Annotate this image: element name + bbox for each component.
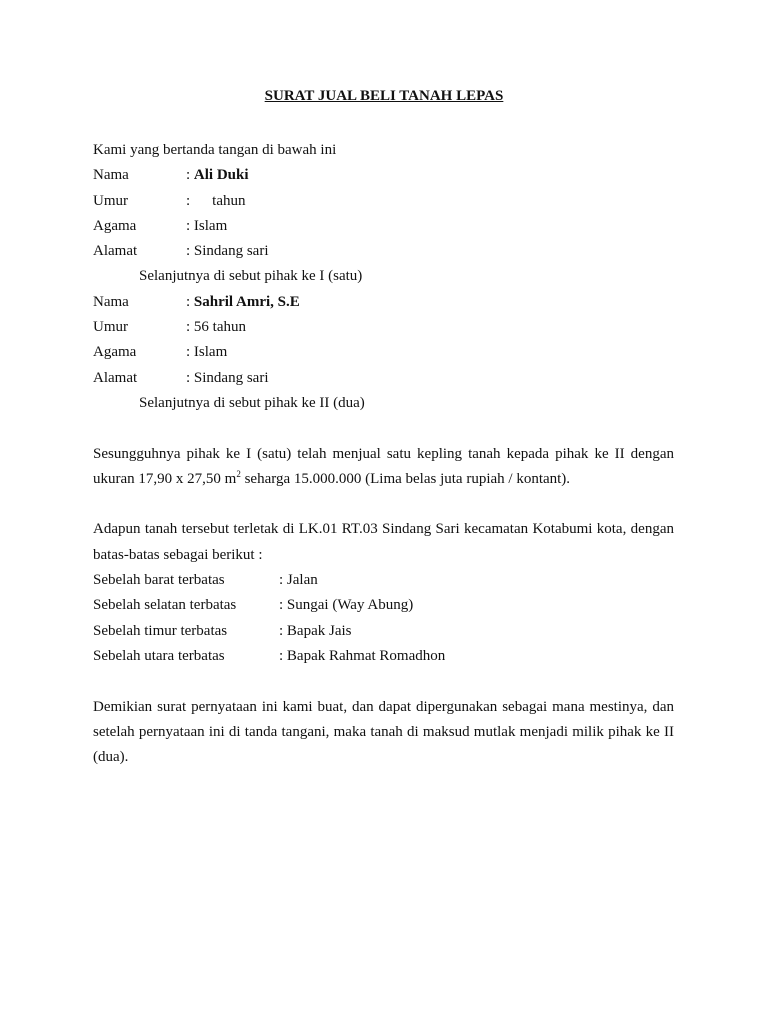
- pihak2-umur-value: 56 tahun: [193, 319, 246, 336]
- pihak2-nama-label: Nama: [93, 293, 129, 310]
- batas-row: [93, 593, 674, 618]
- colon: :: [186, 192, 191, 209]
- batas-value: Jalan: [286, 572, 318, 589]
- pihak2-nama-value: Sahril Amri, S.E: [193, 293, 300, 310]
- colon: :: [186, 293, 194, 310]
- batas-row: [93, 644, 674, 669]
- paragraph-location: Adapun tanah tersebut terletak di LK.01 RT.03 Sindang Sari kecamatan Kotabumi kota, dengan batas-batas sebagai berikut :: [93, 521, 674, 563]
- batas-label: Sebelah barat terbatas: [93, 572, 225, 589]
- pihak1-closing: Selanjutnya di sebut pihak ke I (satu): [139, 268, 363, 285]
- spacer: [93, 492, 674, 517]
- paragraph-sale-text: Sesungguhnya pihak ke I (satu) telah menjual satu kepling tanah kepada pihak ke II dengan ukuran 17,90 x 27,50 m: [93, 445, 674, 487]
- pihak1-nama-value: Ali Duki: [193, 167, 249, 184]
- pihak2-alamat-row: [93, 366, 674, 391]
- paragraph-closing: Demikian surat pernyataan ini kami buat, dan dapat dipergunakan sebagai mana mestinya, dan setelah pernyataan ini di tanda tangani, maka tanah di maksud mutlak menjadi milik pihak ke II (dua).: [93, 698, 674, 766]
- colon: :: [279, 622, 287, 639]
- pihak2-alamat-value: Sindang sari: [193, 369, 269, 386]
- colon: :: [186, 243, 194, 260]
- pihak1-umur-value: tahun: [212, 192, 246, 209]
- intro-text: Kami yang bertanda tangan di bawah ini: [93, 142, 337, 158]
- batas-row: [93, 568, 674, 593]
- batas-label: Sebelah timur terbatas: [93, 622, 228, 639]
- pihak1-agama-label: Agama: [93, 217, 137, 234]
- pihak1-agama-value: Islam: [193, 217, 228, 234]
- colon: :: [186, 319, 194, 336]
- pihak2-agama-label: Agama: [93, 344, 137, 361]
- colon: :: [186, 344, 194, 361]
- pihak2-closing: Selanjutnya di sebut pihak ke II (dua): [139, 394, 365, 411]
- pihak2-agama-row: [93, 340, 674, 365]
- batas-row: [93, 619, 674, 644]
- pihak2-umur-row: [93, 315, 674, 340]
- pihak1-alamat-label: Alamat: [93, 243, 138, 260]
- paragraph-sale: [93, 442, 674, 493]
- pihak1-nama-row: [93, 163, 674, 188]
- pihak2-agama-value: Islam: [193, 344, 228, 361]
- pihak1-agama-row: [93, 214, 674, 239]
- paragraph-sale-text-end: seharga 15.000.000 (Lima belas juta rupiah / kontant).: [240, 470, 571, 487]
- pihak1-umur-row: [93, 189, 674, 214]
- colon: :: [279, 647, 287, 664]
- colon: :: [186, 167, 194, 184]
- pihak2-nama-row: [93, 290, 674, 315]
- spacer: [93, 669, 674, 694]
- colon: :: [186, 369, 194, 386]
- batas-value: Sungai (Way Abung): [286, 597, 414, 614]
- pihak2-umur-label: Umur: [93, 319, 128, 336]
- pihak1-alamat-row: [93, 239, 674, 264]
- batas-label: Sebelah utara terbatas: [93, 647, 225, 664]
- pihak1-alamat-value: Sindang sari: [193, 243, 269, 260]
- colon: :: [279, 597, 287, 614]
- superscript: 2: [236, 468, 241, 479]
- colon: :: [186, 217, 194, 234]
- batas-value: Bapak Rahmat Romadhon: [286, 647, 446, 664]
- batas-label: Sebelah selatan terbatas: [93, 597, 237, 614]
- document-title: SURAT JUAL BELI TANAH LEPAS: [264, 88, 504, 104]
- pihak1-nama-label: Nama: [93, 167, 129, 184]
- batas-value: Bapak Jais: [286, 622, 352, 639]
- pihak1-umur-label: Umur: [93, 192, 128, 209]
- pihak2-alamat-label: Alamat: [93, 369, 138, 386]
- colon: :: [279, 572, 287, 589]
- spacer: [93, 416, 674, 441]
- document-body: [93, 138, 674, 770]
